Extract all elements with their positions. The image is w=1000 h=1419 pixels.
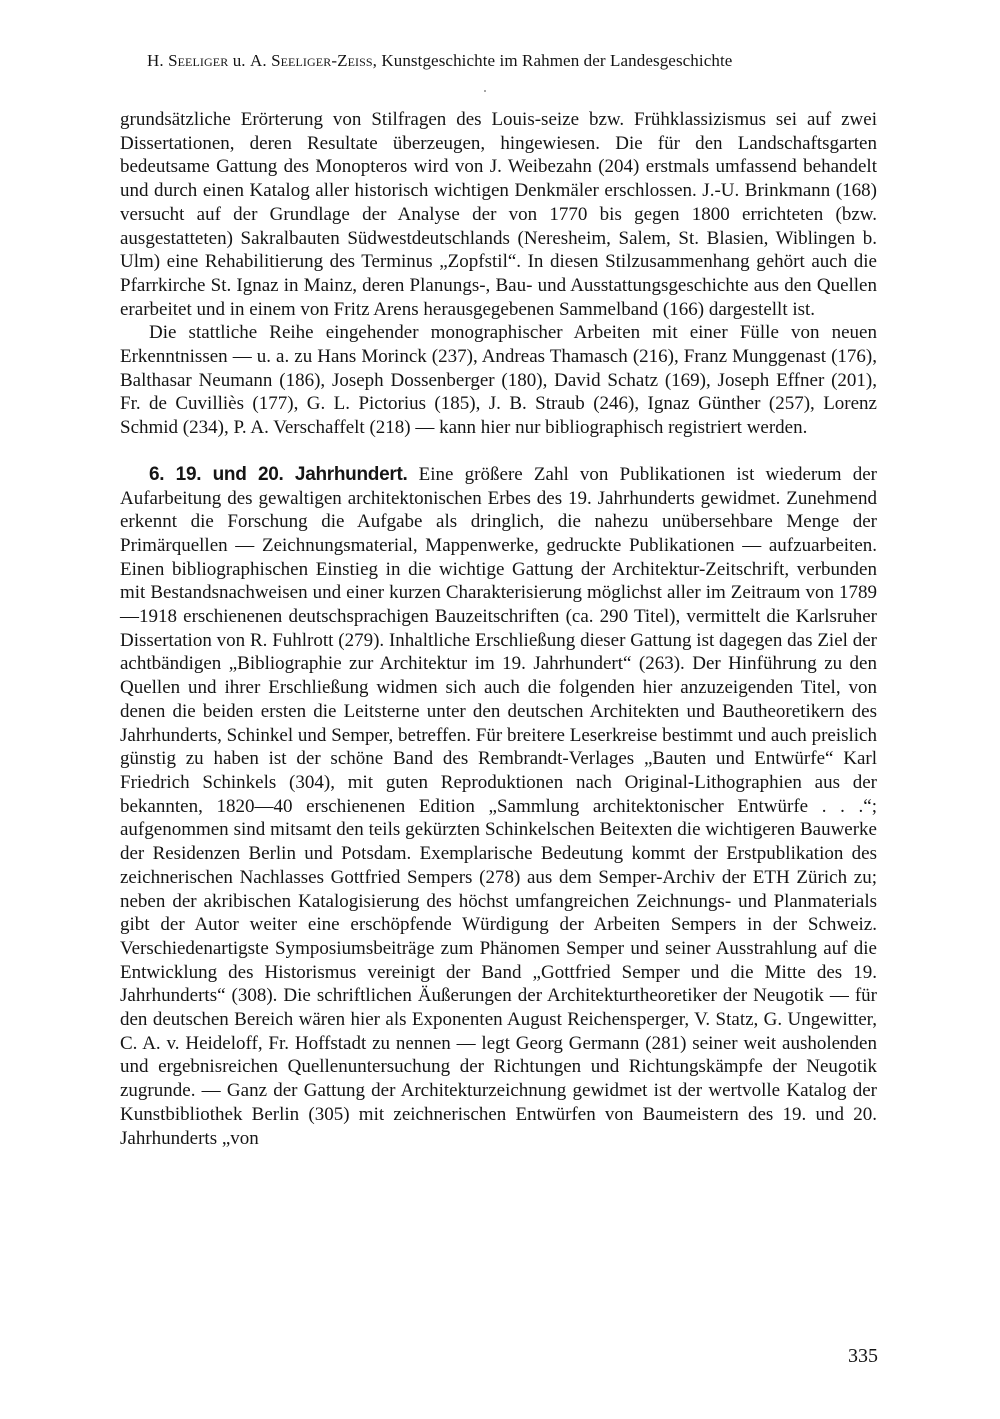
paragraph-section-6 [120,463,877,1150]
header-author-1: H. Seeliger [147,51,229,70]
section-body-text: Eine größere Zahl von Publikationen ist wiederum der Aufarbeitung des gewaltigen architektonischen Erbes des 19. Jahrhunderts gewidmet. Zunehmend erkennt die Forschung die Aufgabe als dringlich, die nahezu unübersehbare Menge der Primärquellen — Zeichnungsmaterial, Mappenwerke, gedruckte Publikationen — aufzuarbeiten. Einen bibliographischen Einstieg in die wichtige Gattung der Architektur-Zeitschrift, verbunden mit Bestandsnachweisen und einer kurzen Charakterisierung möglichst aller im Zeitraum von 1789—1918 erschienenen deutschsprachigen Bauzeitschriften (ca. 290 Titel), vermittelt die Karlsruher Dissertation von R. Fuhlrott (279). Inhaltliche Erschließung dieser Gattung ist dagegen das Ziel der achtbändigen „Bibliographie zur Architektur im 19. Jahrhundert“ (263). Der Hinführung zu den Quellen und ihrer Erschließung widmen sich auch die folgenden hier anzuzeigenden Titel, von denen die beiden ersten die Leitsterne unter den deutschen Architekten und Bautheoretikern des Jahrhunderts, Schinkel und Semper, betreffen. Für breitere Leserkreise bestimmt und auch preislich günstig zu haben ist der schöne Band des Rembrandt-Verlages „Bauten und Entwürfe“ Karl Friedrich Schinkels (304), mit guten Reproduktionen nach Original-Lithographien aus der bekannten, 1820—40 erschienenen Edition „Sammlung architektonischer Entwürfe . . .“; aufgenommen sind mitsamt den teils gekürzten Schinkelschen Beitexten die wichtigeren Bauwerke der Residenzen Berlin und Potsdam. Exemplarische Bedeutung kommt der Erstpublikation des zeichnerischen Nachlasses Gottfried Sempers (278) aus dem Semper-Archiv der ETH Zürich zu; neben der akribischen Katalogisierung des höchst umfangreichen Zeichnungs- und Planmaterials gibt der Autor weiter eine erschöpfende Würdigung der Arbeiten Sempers in der Schweiz. Verschiedenartigste Symposiumsbeiträge zum Phänomen Semper und seiner Ausstrahlung auf die Entwicklung des Historismus vereinigt der Band „Gottfried Semper und die Mitte des 19. Jahrhunderts“ (308). Die schriftlichen Äußerungen der Architekturtheoretiker der Neugotik — für den deutschen Bereich wären hier als Exponenten August Reichensperger, V. Statz, G. Ungewitter, C. A. v. Heideloff, Fr. Hoffstadt zu nennen — legt Georg Germann (281) seiner weit ausholenden und ergebnisreichen Quellenuntersuchung der Richtungen und Richtungskämpfe der Neugotik zugrunde. — Ganz der Gattung der Architekturzeichnung gewidmet ist der wertvolle Katalog der Kunstbibliothek Berlin (305) mit zeichnerischen Entwürfen von Baumeistern des 19. und 20. Jahrhunderts „von [120,463,877,1149]
header-conjunction: u. [232,51,246,70]
body-text [120,108,877,1150]
header-title: Kunstgeschichte im Rahmen der Landesgeschichte [381,51,733,70]
header-author-2: A. Seeliger-Zeiss [250,51,373,70]
page-number: 335 [848,1345,878,1367]
paragraph-continued: grundsätzliche Erörterung von Stilfragen des Louis-seize bzw. Frühklassizismus sei auf zwei Dissertationen, deren Resultate überzeugen, hingewiesen. Die für den Landschaftsgarten bedeutsame Gattung des Monopteros wird von J. Weibezahn (204) erstmals umfassend behandelt und durch einen Katalog aller historisch wichtigen Denkmäler erschlossen. J.-U. Brinkmann (168) versucht auf der Grundlage der Analyse der von 1770 bis gegen 1800 errichteten (bzw. ausgestatteten) Sakralbauten Südwestdeutschlands (Neresheim, Salem, St. Blasien, Wiblingen b. Ulm) eine Rehabilitierung des Terminus „Zopfstil“. In diesen Stilzusammenhang gehört auch die Pfarrkirche St. Ignaz in Mainz, deren Planungs-, Bau- und Ausstattungsgeschichte aus den Quellen erarbeitet und in einem von Fritz Arens herausgegebenen Sammelband (166) dargestellt ist. [120,109,877,320]
print-speck [484,90,486,92]
section-heading: 6. 19. und 20. Jahrhundert. [149,463,408,485]
running-head: H. Seeliger u. A. Seeliger-Zeiss, Kunstgeschichte im Rahmen der Landesgeschichte [147,51,733,70]
paragraph-monographs: Die stattliche Reihe eingehender monographischer Arbeiten mit einer Fülle von neuen Erkenntnissen — u. a. zu Hans Morinck (237), Andreas Thamasch (216), Franz Munggenast (176), Balthasar Neumann (186), Joseph Dossenberger (180), David Schatz (169), Joseph Effner (201), Fr. de Cuvilliès (177), G. L. Pictorius (185), J. B. Straub (246), Ignaz Günther (257), Lorenz Schmid (234), P. A. Verschaffelt (218) — kann hier nur bibliographisch registriert werden. [120,322,877,439]
